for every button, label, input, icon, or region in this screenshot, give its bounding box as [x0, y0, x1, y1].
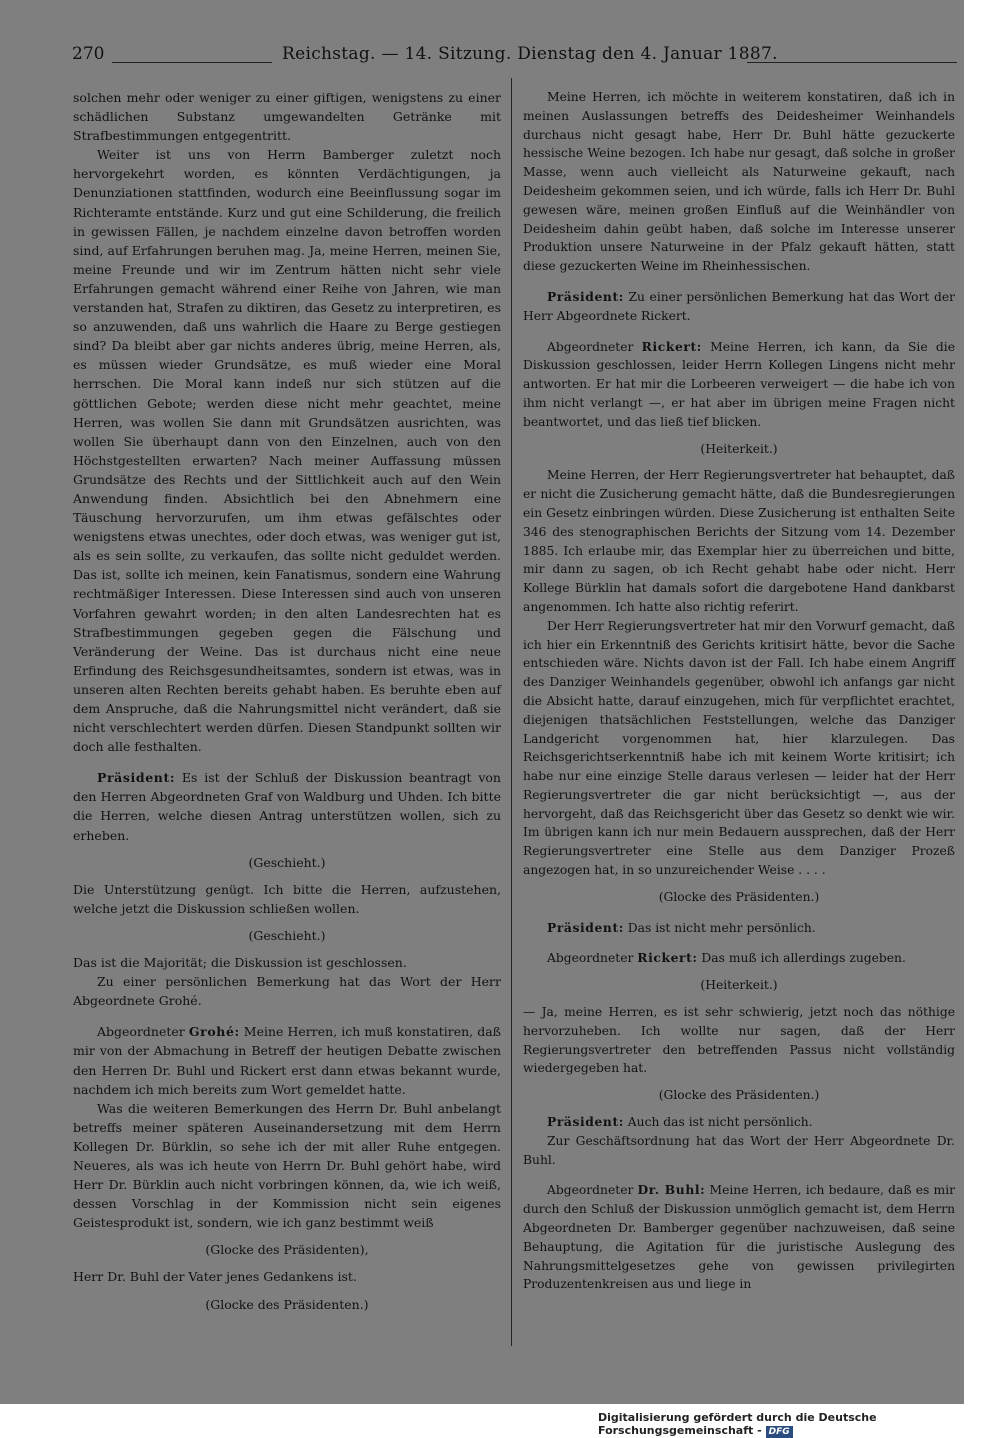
dfg-logo: DFG [766, 1426, 793, 1438]
speaker-title: Abgeordneter [547, 951, 638, 966]
footer-text: Digitalisierung gefördert durch die Deutsche Forschungsgemeinschaft - [598, 1411, 877, 1437]
speech-paragraph [523, 1181, 955, 1294]
speaker-name: Präsident: [547, 919, 624, 935]
speech-paragraph [523, 1113, 955, 1132]
speech-paragraph [73, 768, 501, 844]
body-paragraph: Die Unterstützung genügt. Ich bitte die Herren, aufzustehen, welche jetzt die Diskussion schließen wollen. [73, 881, 501, 916]
body-paragraph: Zu einer persönlichen Bemerkung hat das Wort der Herr Abgeordnete Grohé. [73, 974, 501, 1009]
speech-text: Es ist der Schluß der Diskussion beantragt von den Herren Abgeordneten Graf von Waldburg und Uhden. Ich bitte die Herren, welche diesen Antrag unterstützen wollen, sich zu erheben. [73, 770, 501, 843]
body-paragraph: Meine Herren, der Herr Regierungsvertreter hat behauptet, daß er nicht die Zusicherung gemacht hätte, daß die Bundesregierungen ein Gesetz einbringen würden. Diese Zusicherung ist enthalten Seite 346 des stenographischen Berichts der Sitzung vom 14. Dezember 1885. Ich erlaube mir, das Exemplar hier zu überreichen und bitte, mir dann zu sagen, ob ich Recht gehabt habe oder nicht. Herr Kollege Bürklin hat damals sofort die dargebotene Hand dankbarst angenommen. Ich hatte also richtig referirt. [523, 468, 955, 614]
speech-text: Das ist nicht mehr persönlich. [623, 920, 816, 935]
speech-paragraph [523, 288, 955, 326]
speaker-title: Abgeordneter [547, 339, 642, 354]
stage-direction: (Glocke des Präsidenten.) [658, 1088, 820, 1103]
page-header-title: Reichstag. — 14. Sitzung. Dienstag den 4. Januar 1887. [282, 44, 778, 64]
body-paragraph: Weiter ist uns von Herrn Bamberger zuletzt noch hervorgekehrt worden, es könnten Verdächtigungen, ja Denunziationen stattfinden, wodurch eine Beeinflussung sogar im Richteramte entstände. Kurz und gut eine Schilderung, die freilich in gewissen Fällen, je nachdem einzelne davon betroffen worden sind, auf Erfahrungen beruhen mag. Ja, meine Herren, meinen Sie, meine Freunde und wir im Zentrum hätten nicht sehr viele Erfahrungen gemacht während einer Reihe von Jahren, wie man verstanden hat, Strafen zu diktiren, das Gesetz zu interpretiren, es so anzuwenden, daß uns wahrlich die Haare zu Berge gestiegen sind? Da bleibt aber gar nichts anderes übrig, meine Herren, als, es müssen wieder Grundsätze, es muß wieder eine Moral herrschen. Die Moral kann indeß nur sich stützen auf die göttlichen Gebote; werden diese nicht mehr geachtet, meine Herren, was wollen Sie dann mit Grundsätzen ausrichten, was wollen Sie überhaupt dann von den Einzelnen, auch von den Höchstgestellten erwarten? Nach meiner Auffassung müssen Grundsätze des Rechts und der Sittlichkeit auch auf den Wein Anwendung finden. Absichtlich bei den Abnehmern eine Täuschung hervorzurufen, um ihm etwas gefälschtes oder wenigstens etwas unechtes, oder doch etwas, was weniger gut ist, als es sein sollte, zu verkaufen, das sollte nicht geduldet werden. Das ist, sollte ich meinen, kein Fanatismus, sondern eine Wahrung rechtmäßiger Interessen. Diese Interessen sind auch von unseren Vorfahren gewahrt worden; in den alten Landesrechten hat es Strafbestimmungen gegeben gegen die Fälschung und Veränderung der Weine. Das ist durchaus nicht eine neue Erfindung des Reichsgesundheitsamtes, sondern ist etwas, was in unseren alten Rechten bereits gehabt haben. Es beruhte eben auf dem Anspruche, daß die Nahrungsmittel nicht verändert, daß sie nicht verschlechtert werden dürfen. Diesen Standpunkt sollten wir doch alle festhalten. [73, 147, 501, 755]
page-number: 270 [72, 44, 105, 64]
body-paragraph: Was die weiteren Bemerkungen des Herrn Dr. Buhl anbelangt betreffs meiner späteren Auseinandersetzung mit dem Herrn Kollegen Dr. Bürklin, so sehe ich der mit aller Ruhe entgegen. Neueres, als was ich heute von Herrn Dr. Buhl gehört habe, wird Herr Dr. Bürklin auch nicht vorbringen können, da, wie ich weiß, dessen Vorschlag in der Kommission nicht sein eigenes Geistesprodukt ist, sondern, wie ich ganz bestimmt weiß [73, 1100, 501, 1231]
stage-direction: (Geschieht.) [248, 854, 326, 870]
stage-direction: (Glocke des Präsidenten.) [205, 1296, 369, 1312]
column-divider [511, 78, 512, 1346]
speaker-title: Abgeordneter [547, 1183, 638, 1198]
body-paragraph: Herr Dr. Buhl der Vater jenes Gedankens ist. [73, 1269, 357, 1285]
speaker-name: Dr. Buhl: [637, 1182, 706, 1198]
stage-direction: (Heiterkeit.) [700, 441, 778, 456]
header-rule-right [747, 62, 957, 63]
speech-text: Auch das ist nicht persönlich. [623, 1115, 813, 1130]
speaker-name: Grohé: [188, 1024, 240, 1040]
stage-direction: (Heiterkeit.) [700, 978, 778, 993]
body-paragraph: solchen mehr oder weniger zu einer giftigen, wenigstens zu einer schädlichen Substanz umgewandelten Getränke mit Strafbestimmungen entgegentritt. [73, 90, 501, 144]
body-paragraph: Das ist die Majorität; die Diskussion ist geschlossen. [73, 955, 407, 971]
speaker-name: Rickert: [637, 950, 698, 966]
speaker-name: Präsident: [97, 770, 176, 786]
speech-text: Meine Herren, ich kann, da Sie die Diskussion geschlossen, leider Herrn Kollegen Lingens nicht mehr antworten. Er hat mir die Lorbeeren verweigert — die habe ich von ihm nicht verlangt —, er hat aber im übrigen meine Fragen nicht beantwortet, und das ließ tief blicken. [523, 339, 955, 429]
footer-credit [598, 1411, 1000, 1438]
speaker-title: Abgeordneter [97, 1024, 189, 1040]
body-paragraph: — Ja, meine Herren, es ist sehr schwierig, jetzt noch das nöthige hervorzuheben. Ich wollte nur sagen, daß der Herr Regierungsvertreter den betreffenden Passus nicht vollständig wiedergegeben hat. [523, 1005, 955, 1076]
page-header [72, 40, 957, 70]
speech-paragraph [523, 949, 955, 968]
speech-paragraph [523, 919, 955, 938]
speech-text: Meine Herren, ich bedaure, daß es mir durch den Schluß der Diskussion unmöglich gemacht ist, dem Herrn Abgeordneten Dr. Bamberger gegenüber nachzuweisen, daß seine Behauptung, die Agitation für die juristische Auslegung des Nahrungsmittelgesetzes gehe von gewissen privilegirten Produzentenkreisen aus und liege in [523, 1183, 956, 1292]
stage-direction: (Geschieht.) [248, 927, 326, 943]
body-paragraph: Zur Geschäftsordnung hat das Wort der Herr Abgeordnete Dr. Buhl. [523, 1133, 955, 1167]
right-column [523, 88, 955, 1294]
speech-paragraph [73, 1022, 501, 1098]
stage-direction: (Glocke des Präsidenten.) [658, 889, 820, 904]
speech-paragraph [523, 338, 955, 432]
stage-direction: (Glocke des Präsidenten), [205, 1242, 369, 1258]
header-rule-left [112, 62, 272, 63]
left-column [73, 88, 501, 1322]
speaker-name: Rickert: [641, 338, 702, 354]
speech-text: Das muß ich allerdings zugeben. [697, 951, 906, 966]
speech-text: Zu einer persönlichen Bemerkung hat das Wort der Herr Abgeordnete Rickert. [523, 289, 955, 323]
body-paragraph: Der Herr Regierungsvertreter hat mir den Vorwurf gemacht, daß ich hier ein Erkenntniß des Gerichts kritisirt hätte, bevor die Sache entschieden wäre. Nichts davon ist der Fall. Ich habe einem Angriff des Danziger Weinhandels gegenüber, obwohl ich anfangs gar nicht die Absicht hatte, darauf einzugehen, mich für verpflichtet erachtet, diejenigen thatsächlichen Feststellungen, welche das Danziger Landgericht vorgenommen hat, hier klarzulegen. Das Reichsgerichtserkenntniß habe ich mit keinem Worte kritisirt; ich habe nur eine einzige Stelle daraus verlesen — leider hat der Herr Regierungsvertreter die gar nicht berücksichtigt —, aus der hervorgeht, daß das Reichsgericht über das Gesetz so denkt wie wir. Im übrigen kann ich nur mein Bedauern aussprechen, daß der Herr Regierungsvertreter eine Stelle aus dem Danziger Prozeß angezogen hat, in so unzureichender Weise . . . . [523, 618, 955, 878]
speaker-name: Präsident: [547, 288, 624, 304]
body-paragraph: Meine Herren, ich möchte in weiterem konstatiren, daß ich in meinen Auslassungen betreffs des Deidesheimer Weinhandels durchaus nicht gesagt habe, Herr Dr. Buhl hätte gezuckerte hessische Weine bezogen. Ich habe nur gesagt, daß solche in großer Masse, wenn auch vielleicht als Naturweine gekauft, nach Deidesheim gekommen seien, und ich würde, falls ich Herr Dr. Buhl gewesen wäre, meinen großen Einfluß auf die Weinhändler von Deidesheim dahin geübt haben, daß solche im Interesse unserer Produktion unsere Naturweine in der Pfalz gekauft hätten, statt diese gezuckerten Weine im Rheinhessischen. [523, 90, 955, 274]
speaker-name: Präsident: [547, 1114, 624, 1130]
speech-text: Meine Herren, ich muß konstatiren, daß mir von der Abmachung in Betreff der heutigen Debatte zwischen den Herren Dr. Buhl und Rickert erst dann etwas bekannt wurde, nachdem ich mich bereits zum Wort gemeldet hatte. [73, 1024, 502, 1097]
